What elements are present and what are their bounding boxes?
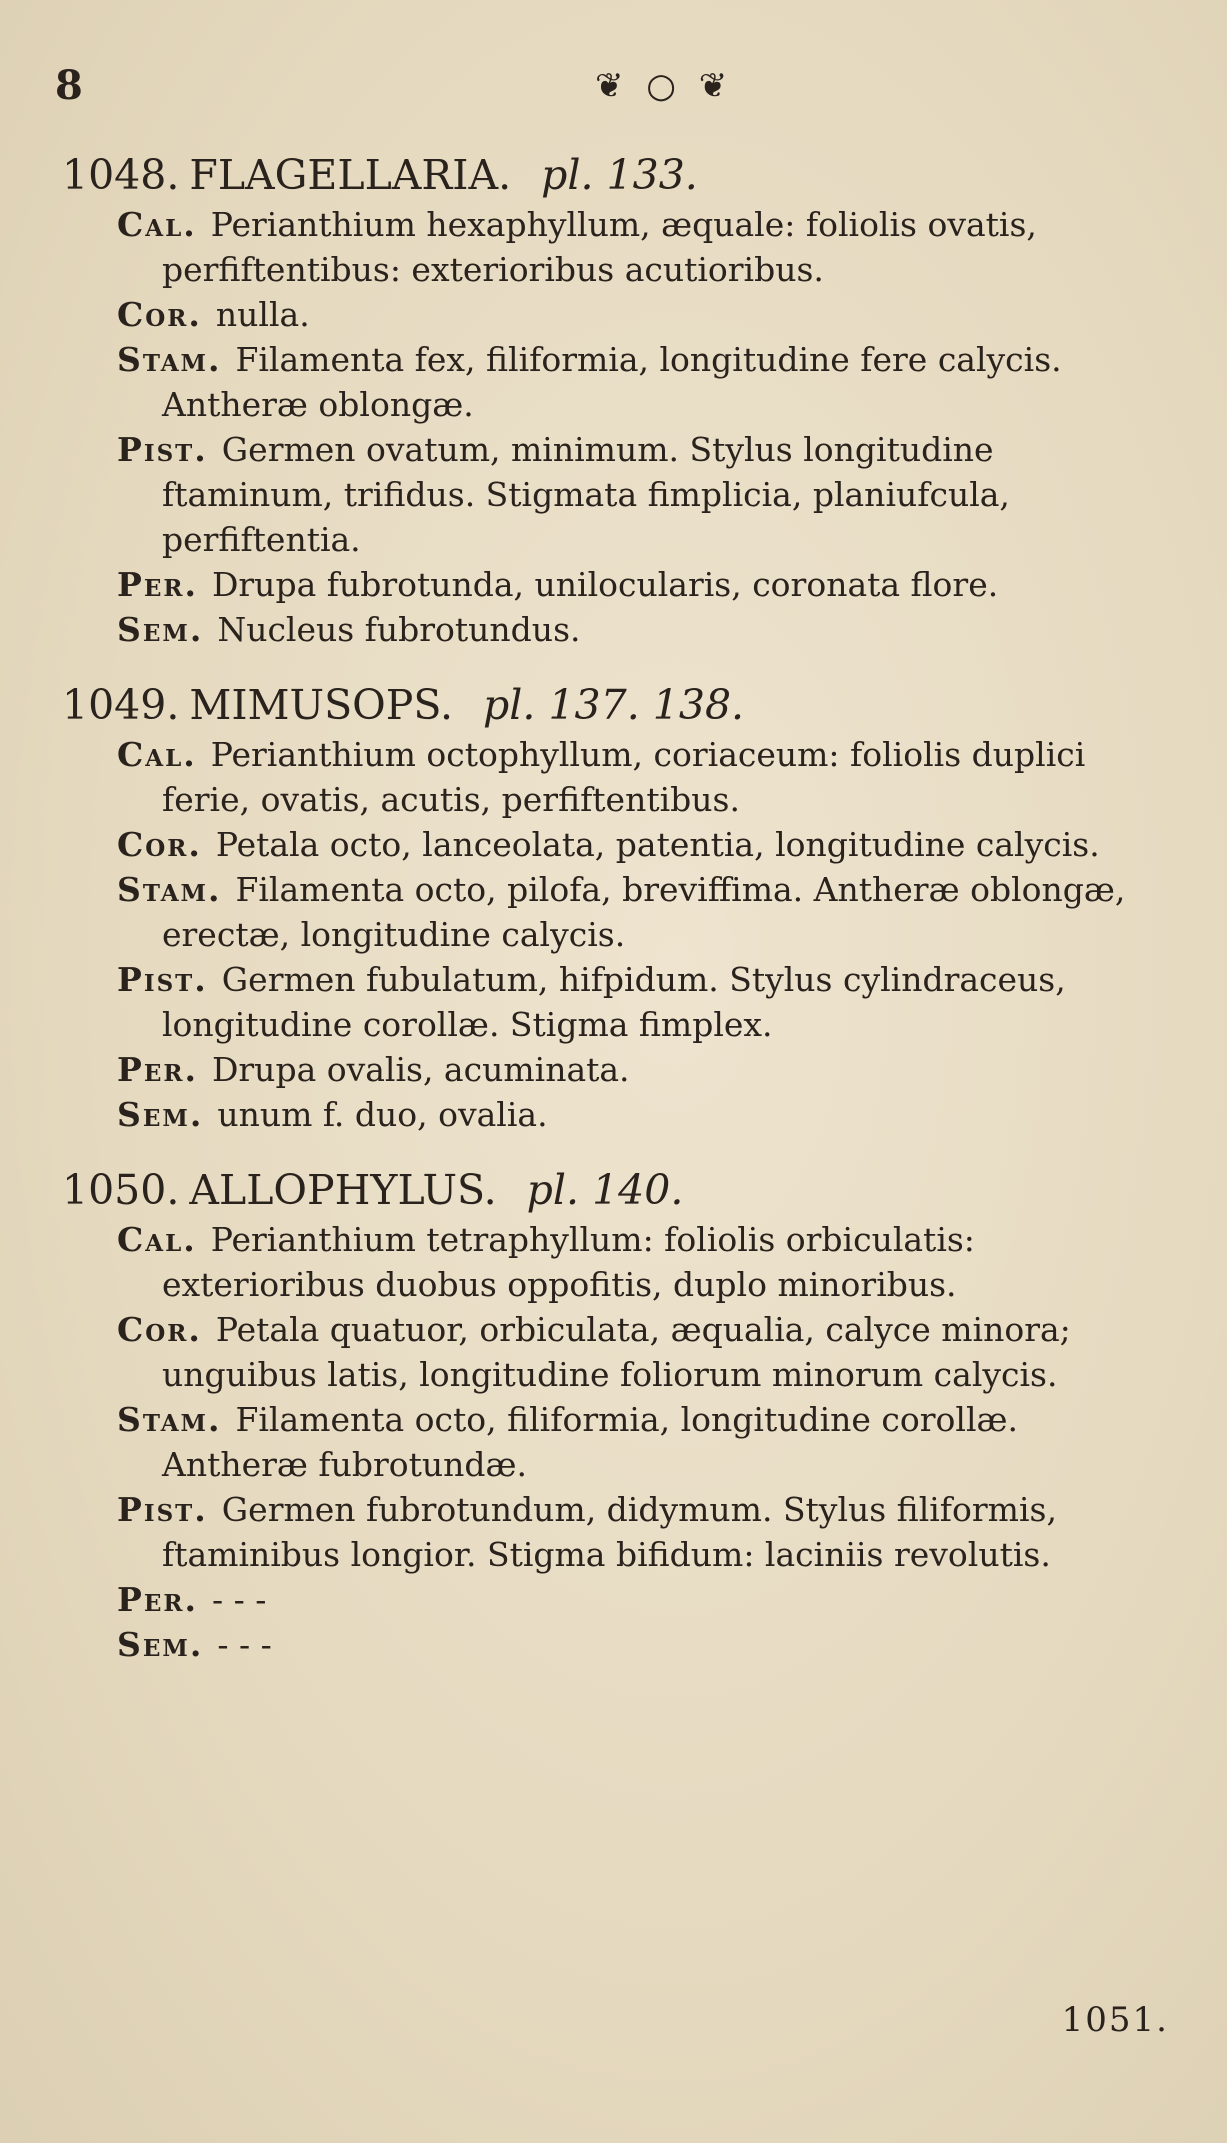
- genus-name: MIMUSOPS.: [189, 681, 454, 729]
- field-label: Stam.: [117, 1400, 222, 1439]
- field-text: Germen fubulatum, hifpidum. Stylus cylindraceus, longitudine corollæ. Stigma fimplex.: [162, 960, 1066, 1044]
- page-header: [55, 62, 1175, 122]
- character-field: [117, 202, 1172, 292]
- header-ornament: ❦ ○ ❦: [595, 66, 734, 106]
- genus-entry: [62, 1165, 1172, 1667]
- character-field: [117, 562, 1172, 607]
- field-text: - - -: [217, 1625, 272, 1664]
- plate-reference: pl. 133.: [541, 151, 698, 199]
- field-text: Drupa fubrotunda, unilocularis, coronata flore.: [211, 565, 999, 604]
- field-text: nulla.: [215, 295, 310, 334]
- field-text: Perianthium tetraphyllum: foliolis orbiculatis: exterioribus duobus oppofitis, duplo minoribus.: [162, 1220, 975, 1304]
- page-number: 8: [55, 62, 83, 109]
- field-label: Cal.: [117, 1220, 197, 1259]
- genus-name: ALLOPHYLUS.: [189, 1166, 497, 1214]
- field-label: Pist.: [117, 960, 208, 999]
- genus-title: [62, 680, 1172, 730]
- character-field: [117, 732, 1172, 822]
- field-label: Per.: [117, 1580, 198, 1619]
- plate-reference: pl. 140.: [526, 1166, 684, 1214]
- field-text: unum f. duo, ovalia.: [217, 1095, 548, 1134]
- field-text: Germen fubrotundum, didymum. Stylus filiformis, ftaminibus longior. Stigma bifidum: laciniis revolutis.: [162, 1490, 1057, 1574]
- field-text: Nucleus fubrotundus.: [217, 610, 581, 649]
- character-field: [117, 1397, 1172, 1487]
- field-text: Filamenta octo, pilofa, breviffima. Antheræ oblongæ, erectæ, longitudine calycis.: [162, 870, 1126, 954]
- field-text: - - -: [211, 1580, 267, 1619]
- field-text: Drupa ovalis, acuminata.: [211, 1050, 630, 1089]
- character-field: [117, 867, 1172, 957]
- field-text: Filamenta octo, filiformia, longitudine corollæ. Antheræ fubrotundæ.: [162, 1400, 1019, 1484]
- genus-title: [62, 150, 1172, 200]
- field-label: Pist.: [117, 1490, 208, 1529]
- field-text: Perianthium octophyllum, coriaceum: foliolis duplici ferie, ovatis, acutis, perfiftentibus.: [162, 735, 1086, 819]
- field-label: Sem.: [117, 1625, 204, 1664]
- genus-entry: [62, 150, 1172, 652]
- genus-entries: [62, 150, 1172, 1695]
- field-label: Per.: [117, 565, 198, 604]
- character-field: [117, 1487, 1172, 1577]
- character-field: [117, 822, 1172, 867]
- genus-number: 1049.: [62, 681, 180, 729]
- field-label: Stam.: [117, 340, 222, 379]
- field-label: Pist.: [117, 430, 208, 469]
- genus-number: 1050.: [62, 1166, 180, 1214]
- character-field: [117, 1092, 1172, 1137]
- field-text: Filamenta fex, filiformia, longitudine fere calycis. Antheræ oblongæ.: [162, 340, 1062, 424]
- genus-name: FLAGELLARIA.: [189, 151, 512, 199]
- field-label: Sem.: [117, 1095, 204, 1134]
- field-label: Cor.: [117, 825, 202, 864]
- catchword: 1051.: [1061, 2000, 1169, 2040]
- character-field: [117, 1307, 1172, 1397]
- character-field: [117, 337, 1172, 427]
- field-label: Cal.: [117, 735, 197, 774]
- character-field: [117, 292, 1172, 337]
- plate-reference: pl. 137. 138.: [483, 681, 745, 729]
- genus-number: 1048.: [62, 151, 180, 199]
- field-label: Sem.: [117, 610, 204, 649]
- character-field: [117, 1577, 1172, 1622]
- field-label: Stam.: [117, 870, 222, 909]
- character-field: [117, 1217, 1172, 1307]
- field-text: Perianthium hexaphyllum, æquale: foliolis ovatis, perfiftentibus: exterioribus acutioribus.: [162, 205, 1037, 289]
- character-field: [117, 1622, 1172, 1667]
- character-field: [117, 1047, 1172, 1092]
- field-text: Petala octo, lanceolata, patentia, longitudine calycis.: [215, 825, 1100, 864]
- field-label: Cal.: [117, 205, 197, 244]
- character-field: [117, 957, 1172, 1047]
- genus-entry: [62, 680, 1172, 1137]
- field-text: Germen ovatum, minimum. Stylus longitudine ftaminum, trifidus. Stigmata fimplicia, planiufcula, perfiftentia.: [162, 430, 1010, 559]
- character-field: [117, 607, 1172, 652]
- field-label: Per.: [117, 1050, 198, 1089]
- genus-title: [62, 1165, 1172, 1215]
- field-label: Cor.: [117, 1310, 202, 1349]
- field-label: Cor.: [117, 295, 202, 334]
- character-field: [117, 427, 1172, 562]
- field-text: Petala quatuor, orbiculata, æqualia, calyce minora; unguibus latis, longitudine foliorum minorum calycis.: [162, 1310, 1071, 1394]
